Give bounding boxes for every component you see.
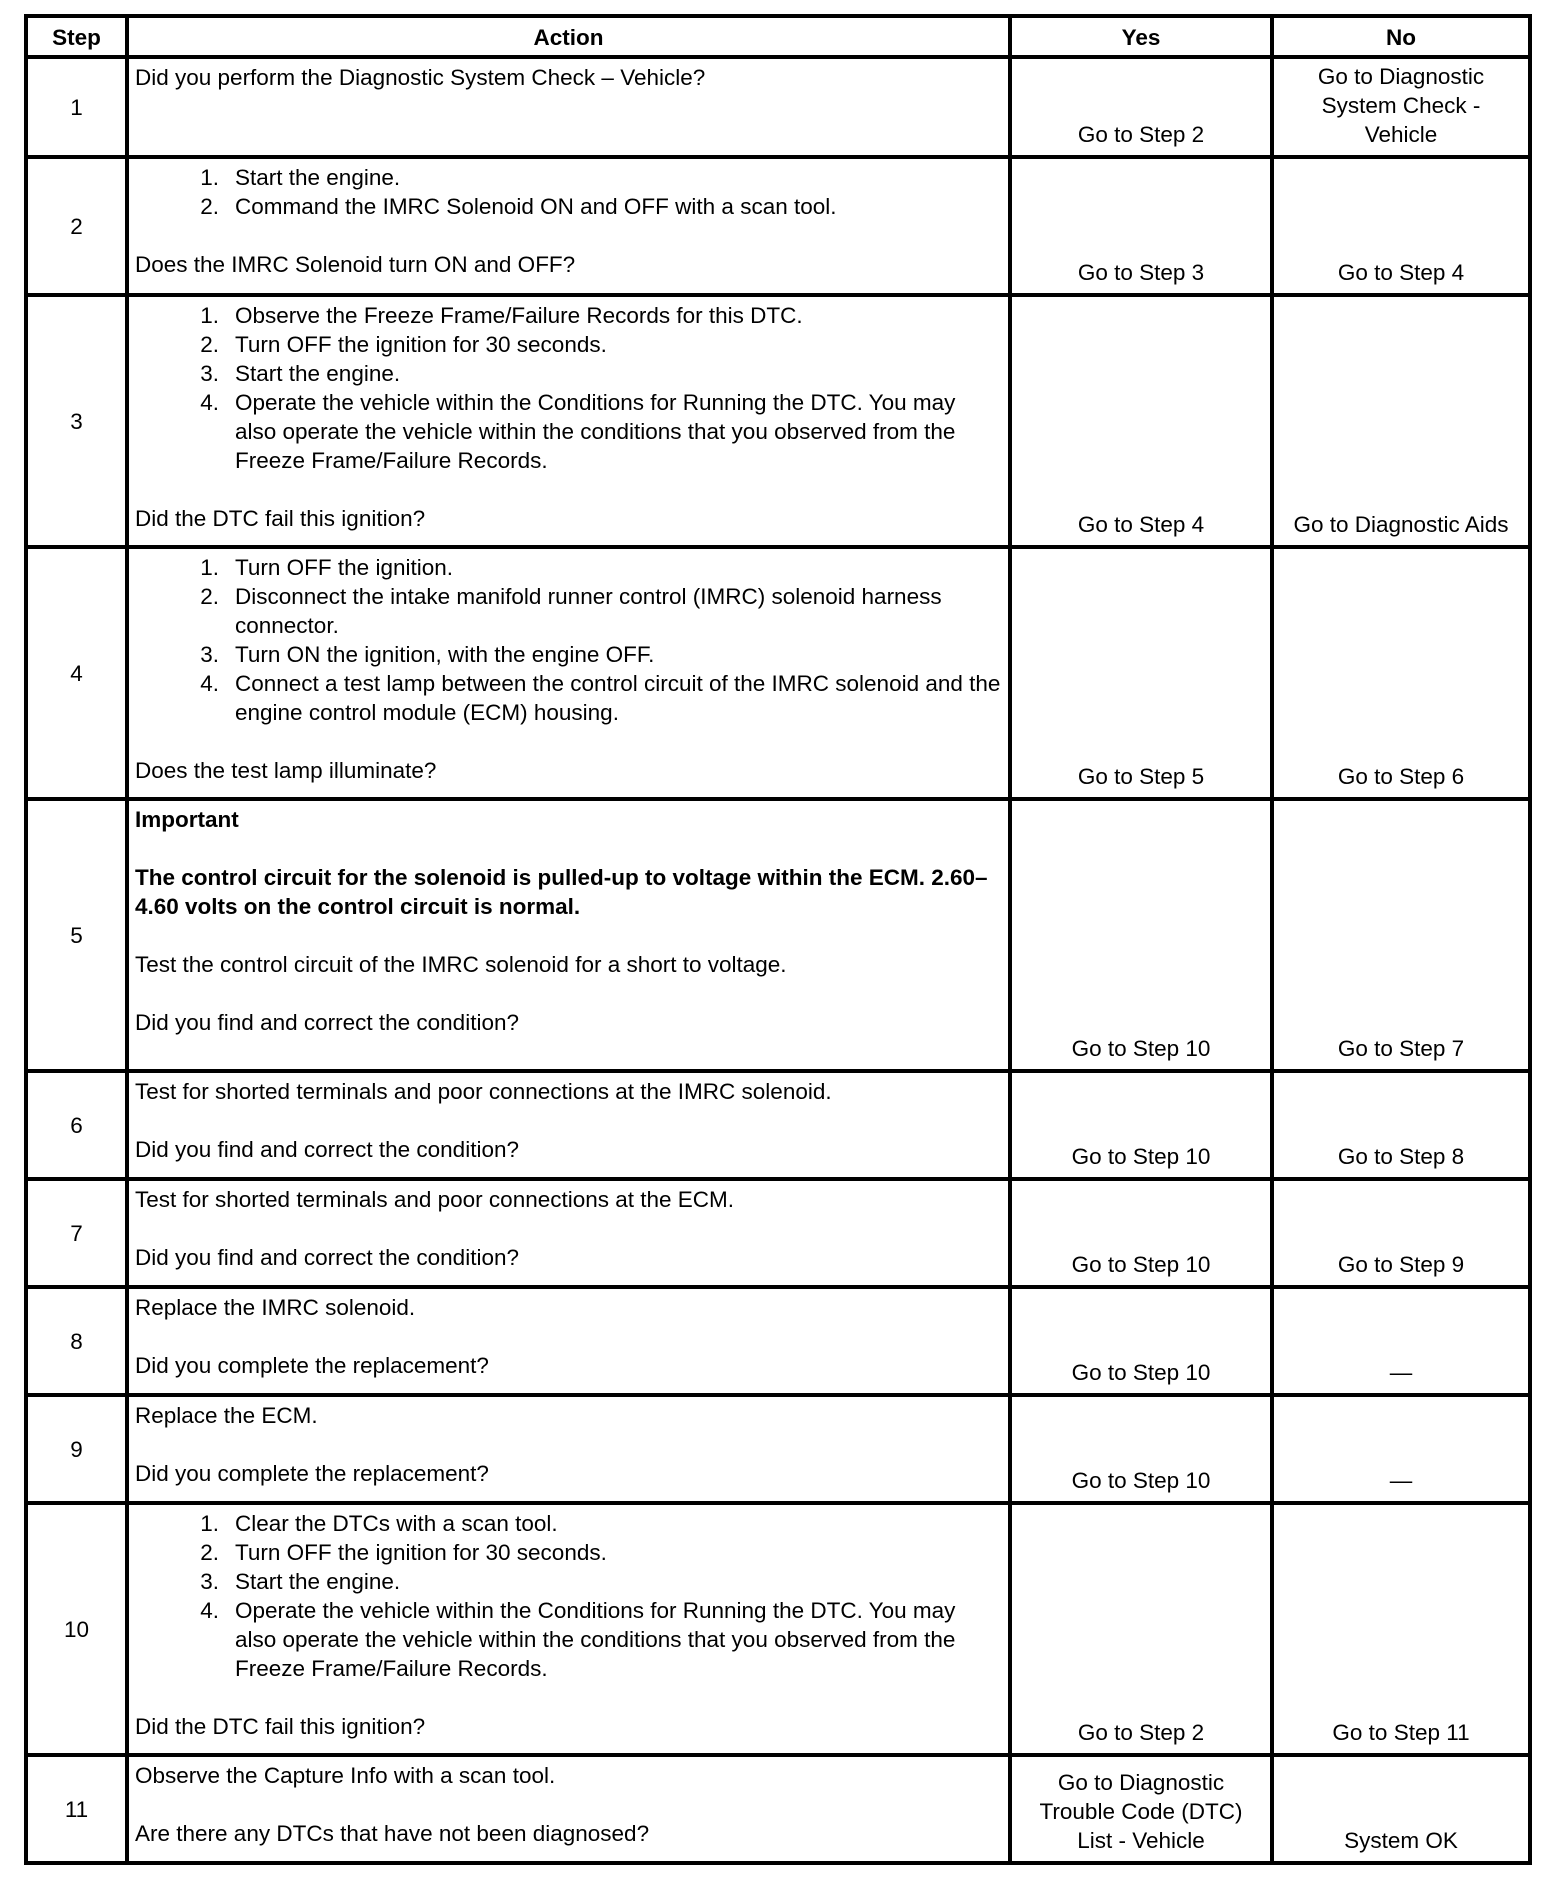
action-cell [127, 1287, 1010, 1395]
action-text: Test for shorted terminals and poor connections at the IMRC solenoid. [135, 1079, 832, 1104]
substep: 1. Start the engine. [200, 165, 401, 190]
table-row [26, 1503, 1530, 1755]
no-text: Go to Diagnostic System Check - Vehicle [1317, 64, 1485, 147]
step-number: 6 [26, 1071, 127, 1179]
yes-cell: Go to Step 4 [1010, 295, 1272, 547]
action-question: Did you find and correct the condition? [135, 1010, 519, 1035]
substep: 2. Turn OFF the ignition for 30 seconds. [200, 1540, 607, 1565]
substep: 2. Turn OFF the ignition for 30 seconds. [200, 332, 607, 357]
table-row [26, 1395, 1530, 1503]
action-question: Did the DTC fail this ignition? [135, 1714, 426, 1739]
action-cell [127, 547, 1010, 799]
yes-cell: Go to Step 5 [1010, 547, 1272, 799]
yes-cell: Go to Step 10 [1010, 1179, 1272, 1287]
action-cell [127, 1179, 1010, 1287]
yes-text: Go to Diagnostic Trouble Code (DTC) List - Vehicle [1039, 1770, 1243, 1853]
action-question: Did you complete the replacement? [135, 1353, 489, 1378]
table-row [26, 1755, 1530, 1863]
table-row [26, 295, 1530, 547]
substep: 3. Turn ON the ignition, with the engine OFF. [200, 642, 655, 667]
header-row [26, 16, 1530, 57]
important-note: The control circuit for the solenoid is pulled-up to voltage within the ECM. 2.60–4.60 volts on the control circuit is normal. [135, 865, 988, 919]
step-number: 5 [26, 799, 127, 1071]
substep-list [135, 163, 1002, 221]
action-cell [127, 295, 1010, 547]
step-number: 1 [26, 57, 127, 157]
header-no: No [1272, 16, 1530, 57]
action-text: Test the control circuit of the IMRC solenoid for a short to voltage. [135, 952, 787, 977]
table-row [26, 1179, 1530, 1287]
yes-cell [1010, 1755, 1272, 1863]
table-row [26, 799, 1530, 1071]
action-question: Did you find and correct the condition? [135, 1245, 519, 1270]
substep-list [135, 553, 1002, 727]
yes-cell: Go to Step 10 [1010, 1071, 1272, 1179]
action-cell [127, 157, 1010, 295]
substep: 1. Observe the Freeze Frame/Failure Records for this DTC. [200, 303, 803, 328]
substep: 1. Turn OFF the ignition. [200, 555, 454, 580]
substep-list [135, 1509, 1002, 1683]
action-text: Replace the IMRC solenoid. [135, 1295, 416, 1320]
yes-cell: Go to Step 10 [1010, 799, 1272, 1071]
action-question: Did you complete the replacement? [135, 1461, 489, 1486]
no-cell: Go to Step 7 [1272, 799, 1530, 1071]
no-cell: Go to Diagnostic Aids [1272, 295, 1530, 547]
table-row [26, 1071, 1530, 1179]
table-row [26, 57, 1530, 157]
no-cell: System OK [1272, 1755, 1530, 1863]
no-cell: Go to Step 11 [1272, 1503, 1530, 1755]
step-number: 11 [26, 1755, 127, 1863]
no-cell [1272, 57, 1530, 157]
action-question: Did the DTC fail this ignition? [135, 506, 426, 531]
action-text: Did you perform the Diagnostic System Check – Vehicle? [135, 65, 706, 90]
substep: 4. Operate the vehicle within the Conditions for Running the DTC. You may also operate the vehicle within the conditions that you observed from the Freeze Frame/Failure Records. [200, 1598, 956, 1681]
action-question: Are there any DTCs that have not been diagnosed? [135, 1821, 650, 1846]
action-cell [127, 1755, 1010, 1863]
action-question: Does the IMRC Solenoid turn ON and OFF? [135, 252, 576, 277]
important-label: Important [135, 807, 239, 832]
action-cell [127, 1503, 1010, 1755]
substep: 1. Clear the DTCs with a scan tool. [200, 1511, 558, 1536]
substep: 4. Operate the vehicle within the Conditions for Running the DTC. You may also operate the vehicle within the conditions that you observed from the Freeze Frame/Failure Records. [200, 390, 956, 473]
table-row [26, 157, 1530, 295]
step-number: 9 [26, 1395, 127, 1503]
action-text: Observe the Capture Info with a scan tool. [135, 1763, 556, 1788]
action-question: Did you find and correct the condition? [135, 1137, 519, 1162]
step-number: 10 [26, 1503, 127, 1755]
action-text: Replace the ECM. [135, 1403, 318, 1428]
substep: 2. Disconnect the intake manifold runner control (IMRC) solenoid harness connector. [200, 584, 942, 638]
no-cell: — [1272, 1395, 1530, 1503]
yes-cell: Go to Step 10 [1010, 1287, 1272, 1395]
header-yes: Yes [1010, 16, 1272, 57]
header-step: Step [26, 16, 127, 57]
table-row [26, 1287, 1530, 1395]
table-row [26, 547, 1530, 799]
step-number: 7 [26, 1179, 127, 1287]
action-cell [127, 1395, 1010, 1503]
no-cell: Go to Step 8 [1272, 1071, 1530, 1179]
yes-cell: Go to Step 2 [1010, 1503, 1272, 1755]
step-number: 8 [26, 1287, 127, 1395]
diagnostic-table [24, 14, 1532, 1865]
step-number: 4 [26, 547, 127, 799]
no-cell: Go to Step 9 [1272, 1179, 1530, 1287]
yes-cell: Go to Step 10 [1010, 1395, 1272, 1503]
yes-cell: Go to Step 2 [1010, 57, 1272, 157]
action-cell [127, 1071, 1010, 1179]
substep: 3. Start the engine. [200, 1569, 401, 1594]
no-cell: — [1272, 1287, 1530, 1395]
no-cell: Go to Step 6 [1272, 547, 1530, 799]
substep: 4. Connect a test lamp between the control circuit of the IMRC solenoid and the engine control module (ECM) housing. [200, 671, 1001, 725]
diagnostic-page [24, 14, 1528, 1865]
substep-list [135, 301, 1002, 475]
substep: 3. Start the engine. [200, 361, 401, 386]
action-cell [127, 57, 1010, 157]
action-cell [127, 799, 1010, 1071]
step-number: 3 [26, 295, 127, 547]
substep: 2. Command the IMRC Solenoid ON and OFF with a scan tool. [200, 194, 837, 219]
header-action: Action [127, 16, 1010, 57]
yes-cell: Go to Step 3 [1010, 157, 1272, 295]
action-question: Does the test lamp illuminate? [135, 758, 437, 783]
no-cell: Go to Step 4 [1272, 157, 1530, 295]
step-number: 2 [26, 157, 127, 295]
action-text: Test for shorted terminals and poor connections at the ECM. [135, 1187, 735, 1212]
